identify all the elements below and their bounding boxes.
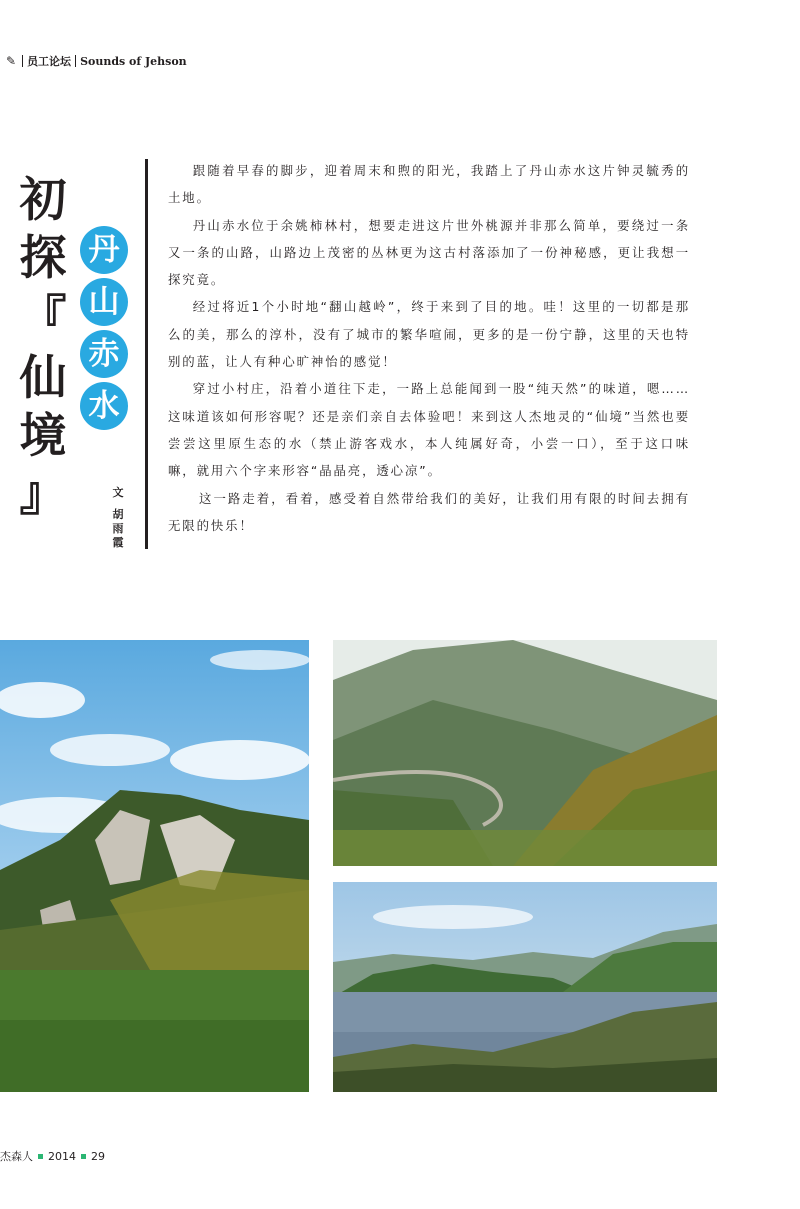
page-footer [0, 1148, 105, 1164]
subtitle-circle: 赤 [80, 330, 128, 378]
title-char: 仙 [19, 351, 67, 406]
article-body [168, 157, 690, 539]
magazine-name: 杰森人 [0, 1150, 33, 1163]
section-title-en: Sounds of Jehson [80, 54, 187, 68]
subtitle-circle: 丹 [80, 226, 128, 274]
separator-dot [38, 1154, 43, 1159]
title-char: 『 [19, 291, 67, 346]
article-paragraph: 丹山赤水位于余姚柿林村，想要走进这片世外桃源并非那么简单，要绕过一条又一条的山路，山路边上茂密的丛林更为这古村落添加了一份神秘感，更让我想一探究竟。 [168, 217, 690, 288]
subtitle [80, 226, 130, 434]
section-header [6, 53, 187, 69]
issue-year: 2014 [48, 1149, 76, 1163]
photo-mountain-peak [0, 640, 309, 1092]
separator-dot [81, 1154, 86, 1159]
author-char: 雨 [112, 522, 124, 535]
photo-lake [333, 882, 717, 1092]
title-char: 』 [19, 467, 67, 522]
section-title: 员工论坛 [27, 55, 72, 68]
article-paragraph: 跟随着早春的脚步，迎着周末和煦的阳光，我踏上了丹山赤水这片钟灵毓秀的土地。 [168, 163, 690, 206]
vertical-rule [145, 159, 148, 549]
byline-label: 文 [112, 486, 124, 499]
photo-mountain-valley [333, 640, 717, 866]
author-char: 霞 [112, 536, 124, 549]
title-char: 探 [19, 231, 67, 286]
article-paragraph: 这一路走着，看着，感受着自然带给我们的美好，让我们用有限的时间去拥有无限的快乐！ [168, 490, 690, 533]
article-title [16, 172, 70, 526]
article-paragraph: 穿过小村庄，沿着小道往下走，一路上总能闻到一股“纯天然”的味道，嗯……这味道该如何形容呢？还是亲们亲自去体验吧！来到这人杰地灵的“仙境”当然也要尝尝这里原生态的水（禁止游客戏水，本人纯属好奇，小尝一口），至于这口味嘛，就用六个字来形容“晶晶亮，透心凉”。 [168, 381, 690, 479]
pen-icon: ✎ [6, 54, 17, 68]
article-paragraph: 经过将近1个小时地“翻山越岭”，终于来到了目的地。哇！这里的一切都是那么的美，那么的淳朴，没有了城市的繁华喧闹，更多的是一份宁静，这里的天也特别的蓝，让人有种心旷神怡的感觉！ [168, 299, 690, 370]
divider [22, 55, 23, 67]
divider [75, 55, 76, 67]
author-char: 胡 [112, 508, 124, 521]
byline [110, 486, 126, 550]
subtitle-circle: 山 [80, 278, 128, 326]
page-number: 29 [91, 1149, 105, 1163]
title-char: 境 [19, 409, 67, 464]
subtitle-circle: 水 [80, 382, 128, 430]
title-char: 初 [19, 173, 67, 228]
